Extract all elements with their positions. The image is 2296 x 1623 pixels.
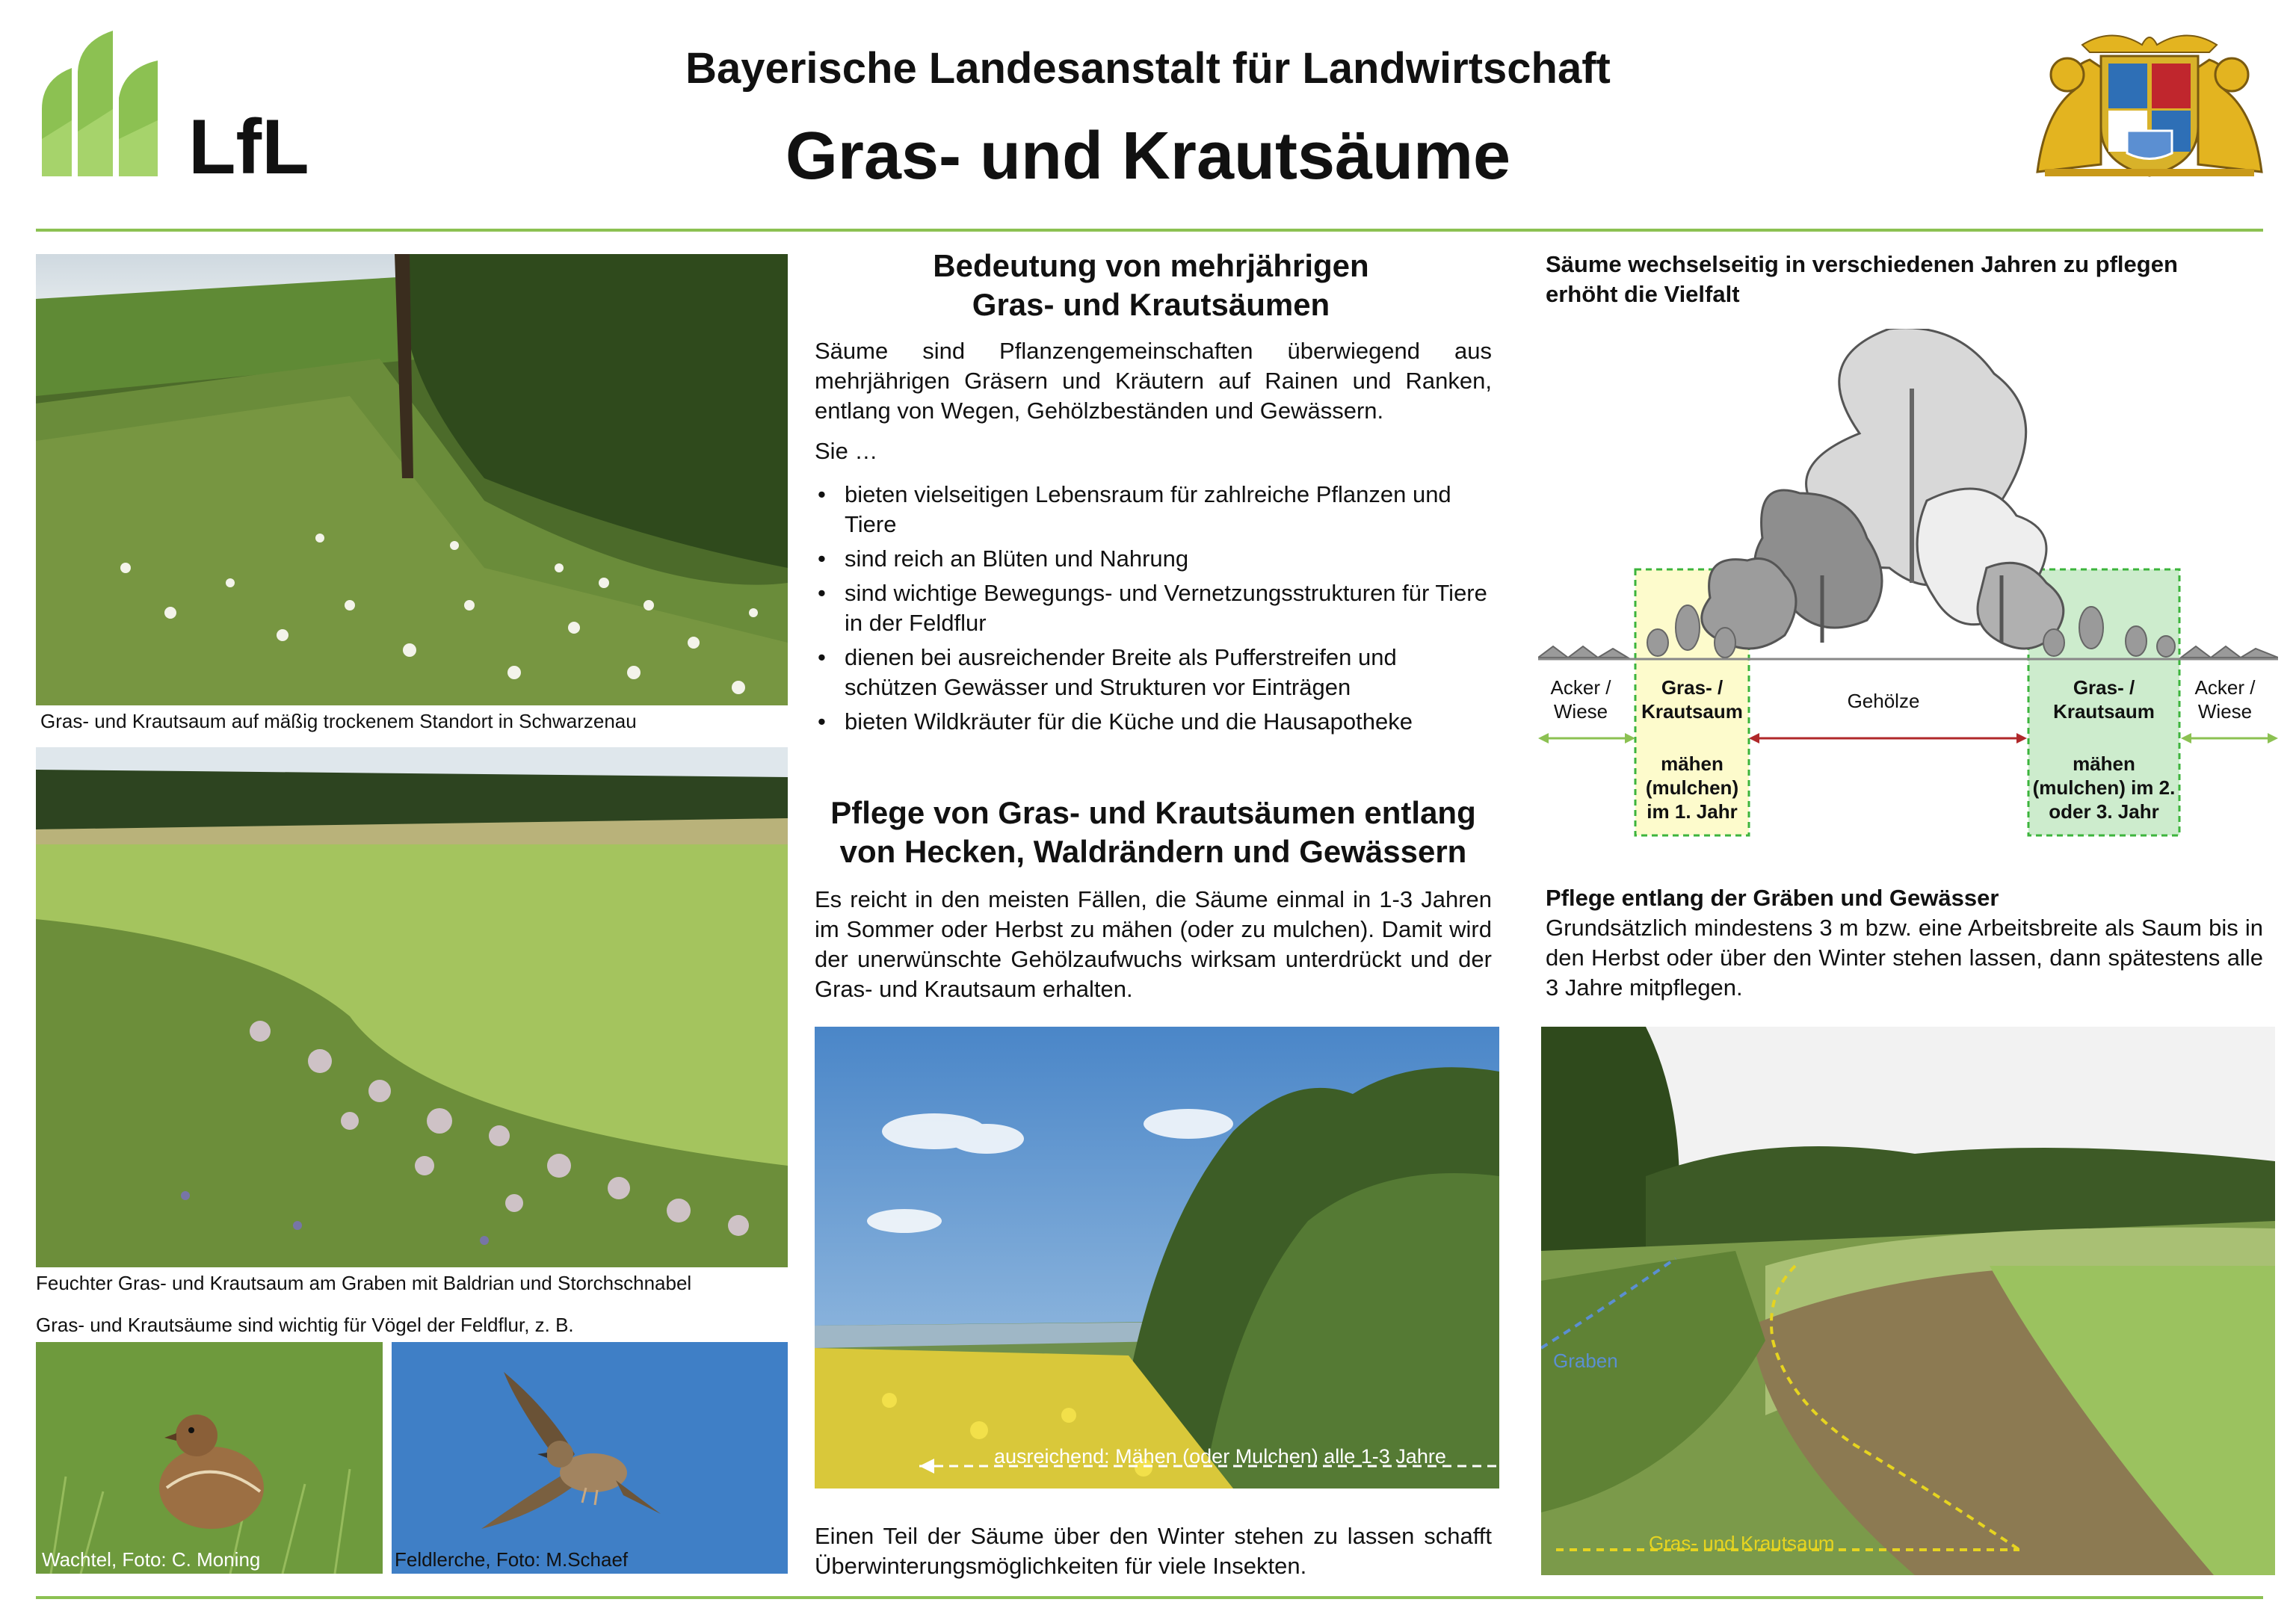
saum-left-note xyxy=(1635,752,1749,823)
list-item: • bieten Wildkräuter für die Küche und die Hausapotheke xyxy=(815,707,1492,737)
graben-label: Graben xyxy=(1553,1350,1618,1372)
photo-moist-meadow-margin xyxy=(36,747,788,1267)
acker-right-label: Acker / Wiese xyxy=(2194,676,2256,723)
saum-left-note-text: mähen (mulchen) im 1. Jahr xyxy=(1645,752,1739,823)
heading-ditches: Pflege entlang der Gräben und Gewässer xyxy=(1546,885,1999,911)
sie-label: Sie … xyxy=(815,438,878,464)
winter-paragraph: Einen Teil der Säume über den Winter stehen zu lassen schafft Überwinterungsmöglichkeiten für viele Insekten. xyxy=(815,1523,1492,1579)
header-divider xyxy=(36,229,2263,232)
photo-dry-meadow-margin xyxy=(36,254,788,705)
photo2-caption: Feuchter Gras- und Krautsaum am Graben mit Baldrian und Storchschnabel xyxy=(36,1272,692,1294)
heading-importance-line1: Bedeutung von mehrjährigen xyxy=(933,248,1369,283)
photo-hedge-margin xyxy=(815,1027,1499,1488)
lfl-logo-text: LfL xyxy=(188,104,309,191)
bavarian-coat-of-arms-icon xyxy=(2030,22,2269,179)
quail-caption: Wachtel, Foto: C. Moning xyxy=(42,1548,261,1571)
care-paragraph: Es reicht in den meisten Fällen, die Säume einmal in 1-3 Jahren im Sommer oder Herbst zu mähen (oder zu mulchen). Damit wird der unerwünschte Gehölzaufwuchs wirksam unterdrückt und der Gras- und Krautsaum erhalten. xyxy=(815,886,1492,1002)
heading-care-line2: von Hecken, Waldrändern und Gewässern xyxy=(839,834,1467,869)
acker-left-label: Acker / Wiese xyxy=(1550,676,1611,723)
footer-divider xyxy=(36,1596,2263,1599)
list-item: • sind reich an Blüten und Nahrung xyxy=(815,544,1492,574)
saum-right-note-text: mähen (mulchen) im 2. oder 3. Jahr xyxy=(2032,752,2176,823)
heading-importance xyxy=(815,247,1487,324)
photo-skylark xyxy=(392,1342,788,1574)
list-item: • sind wichtige Bewegungs- und Vernetzungsstrukturen für Tiere in der Feldflur xyxy=(815,578,1492,638)
lark-caption: Feldlerche, Foto: M.Schaef xyxy=(395,1548,629,1571)
list-item: • bieten vielseitigen Lebensraum für zahlreiche Pflanzen und Tiere xyxy=(815,480,1492,540)
saum-left-title xyxy=(1635,676,1749,723)
page-title: Gras- und Krautsäume xyxy=(785,119,1511,194)
saum-left-title-text: Gras- / Krautsaum xyxy=(1641,676,1743,723)
photo1-caption: Gras- und Krautsaum auf mäßig trockenem Standort in Schwarzenau xyxy=(40,710,637,732)
saum-right-title xyxy=(2028,676,2179,723)
birds-intro: Gras- und Krautsäume sind wichtig für Vögel der Feldflur, z. B. xyxy=(36,1314,574,1336)
ditch-paragraph: Grundsätzlich mindestens 3 m bzw. eine Arbeitsbreite als Saum bis in den Herbst oder über den Winter stehen lassen, dann spätestens alle 3 Jahre mitpflegen. xyxy=(1546,915,2263,1001)
heading-importance-line2: Gras- und Krautsäumen xyxy=(972,287,1330,322)
saum-photo-label: Gras- und Krautsaum xyxy=(1649,1532,1835,1554)
photo-quail xyxy=(36,1342,383,1574)
heading-care xyxy=(800,794,1507,871)
saum-right-title-text: Gras- / Krautsaum xyxy=(2053,676,2155,723)
heading-care-line1: Pflege von Gras- und Krautsäumen entlang xyxy=(830,795,1476,830)
heading-alternating: Säume wechselseitig in verschiedenen Jahren zu pflegen erhöht die Vielfalt xyxy=(1546,251,2178,307)
organization-name: Bayerische Landesanstalt für Landwirtschaft xyxy=(685,44,1611,93)
intro-paragraph: Säume sind Pflanzengemeinschaften überwiegend aus mehrjährigen Gräsern und Kräutern auf Rainen und Ranken, entlang von Wegen, Gehölzbeständen und Gewässern. xyxy=(815,338,1492,424)
hedge-photo-overlay: ausreichend: Mähen (oder Mulchen) alle 1-3 Jahre xyxy=(994,1445,1446,1468)
list-item: • dienen bei ausreichender Breite als Pufferstreifen und schützen Gewässer und Strukturen vor Einträgen xyxy=(815,643,1492,702)
photo-ditch-margin xyxy=(1541,1027,2275,1575)
gehoelze-label: Gehölze xyxy=(1847,690,1920,712)
saum-right-note xyxy=(2028,752,2179,823)
benefits-list xyxy=(815,480,1492,741)
